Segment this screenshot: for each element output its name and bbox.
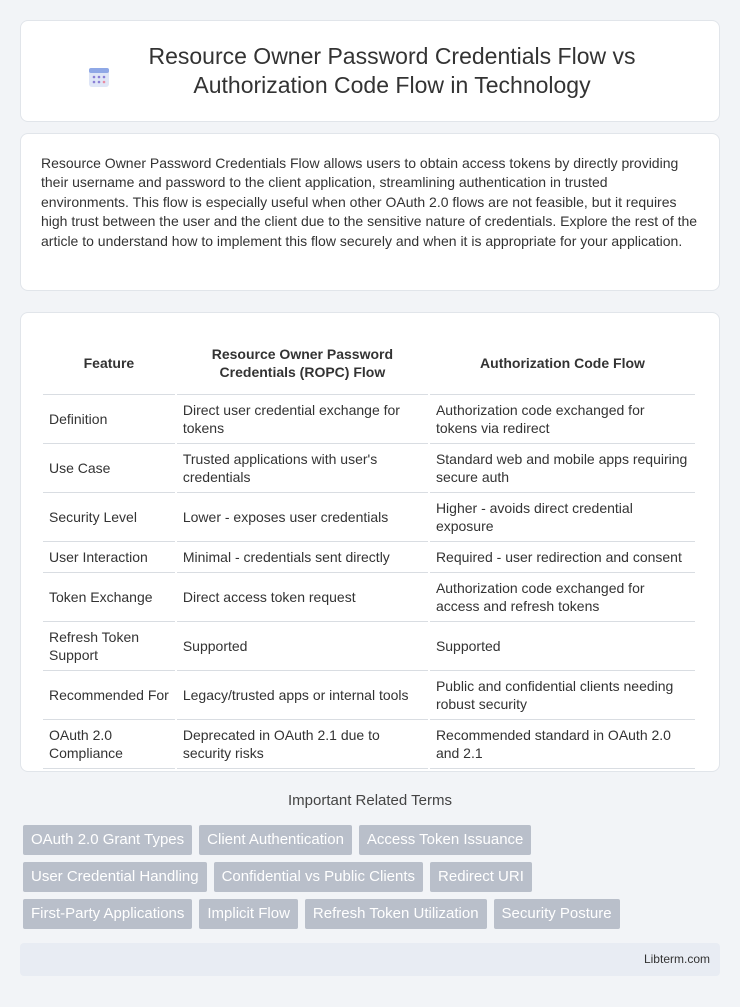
- ropc-cell: Deprecated in OAuth 2.1 due to security risks: [177, 720, 428, 769]
- tag-row: [23, 862, 723, 892]
- feature-cell: Refresh Token Support: [43, 622, 175, 671]
- ropc-cell: Minimal - credentials sent directly: [177, 542, 428, 573]
- table-row: [43, 542, 695, 573]
- table-row: [43, 444, 695, 493]
- footer: [20, 943, 720, 976]
- feature-cell: Use Case: [43, 444, 175, 493]
- calendar-grid-icon: [88, 66, 110, 88]
- auth-code-cell: Authorization code exchanged for access and refresh tokens: [430, 573, 695, 622]
- related-term-tag[interactable]: Implicit Flow: [199, 899, 298, 929]
- related-term-tag[interactable]: Client Authentication: [199, 825, 352, 855]
- related-terms-list: [23, 825, 723, 936]
- auth-code-cell: Higher - avoids direct credential exposure: [430, 493, 695, 542]
- feature-cell: OAuth 2.0 Compliance: [43, 720, 175, 769]
- related-term-tag[interactable]: OAuth 2.0 Grant Types: [23, 825, 192, 855]
- auth-code-cell: Public and confidential clients needing robust security: [430, 671, 695, 720]
- header-feature: Feature: [43, 333, 175, 395]
- feature-cell: Recommended For: [43, 671, 175, 720]
- auth-code-cell: Required - user redirection and consent: [430, 542, 695, 573]
- header-ropc: Resource Owner Password Credentials (ROPC) Flow: [177, 333, 428, 395]
- ropc-cell: Legacy/trusted apps or internal tools: [177, 671, 428, 720]
- related-term-tag[interactable]: Redirect URI: [430, 862, 532, 892]
- ropc-cell: Direct access token request: [177, 573, 428, 622]
- related-term-tag[interactable]: User Credential Handling: [23, 862, 207, 892]
- auth-code-cell: Supported: [430, 622, 695, 671]
- feature-cell: Security Level: [43, 493, 175, 542]
- ropc-cell: Supported: [177, 622, 428, 671]
- related-term-tag[interactable]: Confidential vs Public Clients: [214, 862, 423, 892]
- intro-card: [20, 133, 720, 291]
- ropc-cell: Trusted applications with user's credentials: [177, 444, 428, 493]
- feature-cell: User Interaction: [43, 542, 175, 573]
- header-auth-code: Authorization Code Flow: [430, 333, 695, 395]
- footer-site-link[interactable]: Libterm.com: [643, 952, 710, 966]
- table-row: [43, 395, 695, 444]
- related-terms-heading: Important Related Terms: [288, 792, 452, 809]
- auth-code-cell: Authorization code exchanged for tokens via redirect: [430, 395, 695, 444]
- tag-row: [23, 825, 723, 855]
- title-card: [20, 20, 720, 122]
- auth-code-cell: Standard web and mobile apps requiring secure auth: [430, 444, 695, 493]
- comparison-table: [41, 333, 697, 769]
- ropc-cell: Lower - exposes user credentials: [177, 493, 428, 542]
- comparison-table-card: [20, 312, 720, 772]
- page-title: Resource Owner Password Credentials Flow vs Authorization Code Flow in Technology: [148, 43, 636, 98]
- table-row: [43, 720, 695, 769]
- tag-row: [23, 899, 723, 929]
- related-term-tag[interactable]: Refresh Token Utilization: [305, 899, 487, 929]
- table-row: [43, 622, 695, 671]
- auth-code-cell: Recommended standard in OAuth 2.0 and 2.1: [430, 720, 695, 769]
- table-row: [43, 671, 695, 720]
- feature-cell: Definition: [43, 395, 175, 444]
- table-header-row: [43, 333, 695, 395]
- related-term-tag[interactable]: Security Posture: [494, 899, 620, 929]
- table-row: [43, 573, 695, 622]
- feature-cell: Token Exchange: [43, 573, 175, 622]
- related-term-tag[interactable]: First-Party Applications: [23, 899, 192, 929]
- ropc-cell: Direct user credential exchange for tokens: [177, 395, 428, 444]
- intro-paragraph: Resource Owner Password Credentials Flow allows users to obtain access tokens by directly providing their username and password to the client application, streamlining authentication in trusted environments. This flow is especially useful when other OAuth 2.0 flows are not feasible, but it requires high trust between the user and the client due to the sensitive nature of credentials. Explore the rest of the article to understand how to implement this flow securely and when it is appropriate for your application.: [41, 155, 698, 249]
- table-row: [43, 493, 695, 542]
- related-term-tag[interactable]: Access Token Issuance: [359, 825, 531, 855]
